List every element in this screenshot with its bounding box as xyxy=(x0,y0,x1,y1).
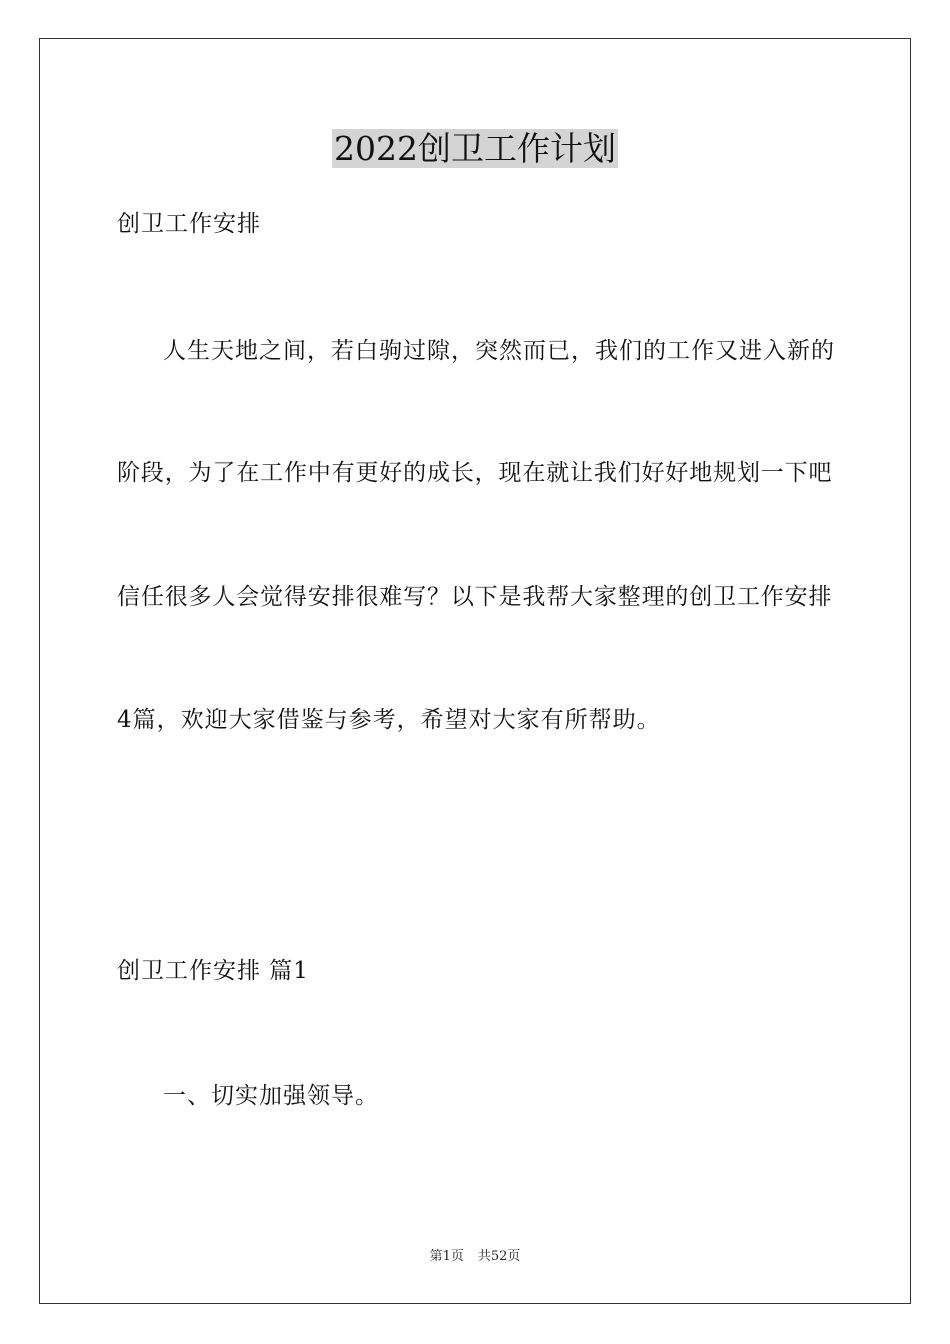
intro-line-1: 人生天地之间，若白驹过隙，突然而已，我们的工作又进入新的 xyxy=(163,338,835,364)
section-heading: 创卫工作安排 篇1 xyxy=(117,958,309,984)
intro-line-2: 阶段，为了在工作中有更好的成长，现在就让我们好好地规划一下吧 xyxy=(117,460,832,486)
page-number: 第1页 xyxy=(429,1249,464,1264)
list-item-1: 一、切实加强领导。 xyxy=(163,1083,379,1109)
document-title xyxy=(0,128,950,170)
page-footer xyxy=(0,1248,950,1266)
heading-work-arrangement: 创卫工作安排 xyxy=(117,211,261,237)
intro-line-3: 信任很多人会觉得安排很难写？以下是我帮大家整理的创卫工作安排 xyxy=(117,584,832,610)
intro-line-4: 4篇，欢迎大家借鉴与参考，希望对大家有所帮助。 xyxy=(117,707,661,733)
page-total: 共52页 xyxy=(477,1249,521,1264)
document-title-text: 2022创卫工作计划 xyxy=(334,129,616,168)
